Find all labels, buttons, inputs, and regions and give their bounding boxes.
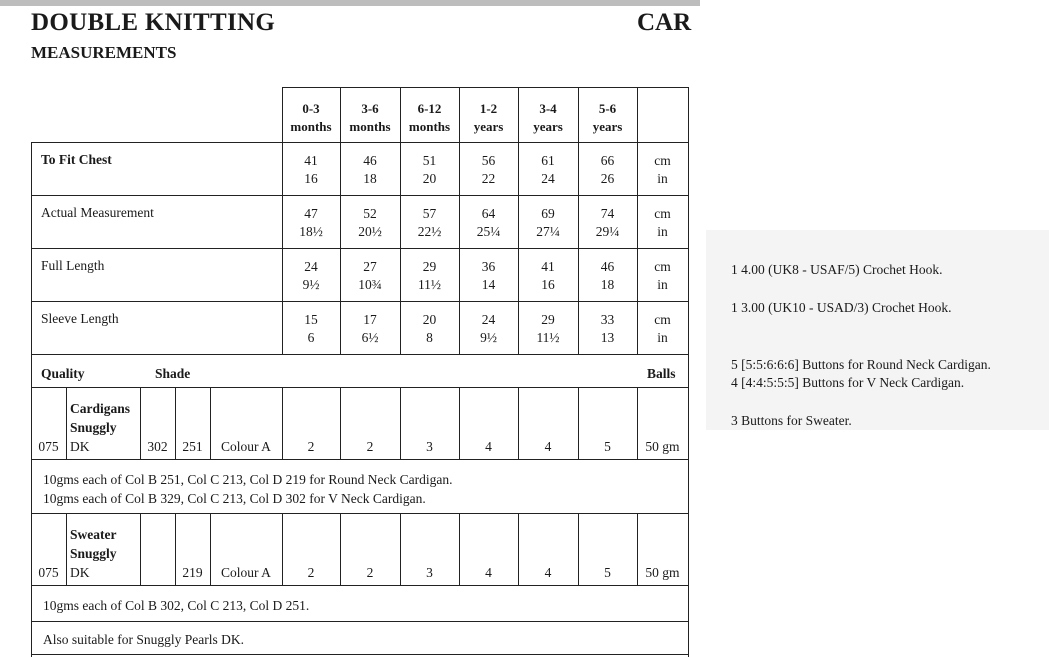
size-header [578,98,637,138]
measurement-value-bottom: 20½ [358,224,382,239]
ball-count: 5 [604,565,611,580]
ball-count: 4 [544,439,552,454]
table-rule [31,354,688,355]
ball-count: 4 [485,565,492,580]
measurement-value-top: 56 [481,153,496,168]
measurement-value [459,150,518,190]
measurement-value-top: 66 [600,153,615,168]
size-header-bottom: months [290,119,332,134]
measurement-label: Sleeve Length [41,311,119,326]
measurement-value [518,309,578,349]
table-rule [688,142,689,354]
size-header [282,98,340,138]
measurement-value [282,203,340,243]
yarn-name [70,525,117,582]
size-header-top: 1-2 [479,101,498,116]
measurement-value-top: 24 [304,259,318,274]
shade-number: 251 [182,439,203,454]
measurement-value [340,203,400,243]
measurement-value-bottom: 13 [600,330,615,345]
measurement-value-bottom: 6 [307,330,315,345]
measurement-value-bottom: 18 [600,277,615,292]
table-rule [31,142,32,354]
table-rule [31,654,688,655]
measurement-unit-top: cm [654,312,671,327]
measurement-unit-top: cm [654,153,671,168]
table-rule [688,387,689,459]
measurement-unit-top: cm [654,259,671,274]
measurement-unit [637,203,688,243]
measurement-value-bottom: 25¼ [476,224,501,239]
table-rule [578,142,579,354]
size-header-bottom: months [408,119,451,134]
measurement-value-top: 20 [422,312,437,327]
measurement-value-top: 17 [363,312,377,327]
shade-number: 302 [147,439,168,454]
page-title: DOUBLE KNITTING [31,9,276,36]
colour-note: 10gms each of Col B 251, Col C 213, Col D 219 for Round Neck Cardigan. [43,472,453,487]
measurement-value-bottom: 22½ [417,224,442,239]
measurement-value-top: 24 [481,312,496,327]
measurement-value-top: 57 [422,206,437,221]
measurement-value-top: 29 [541,312,555,327]
top-rule [0,0,700,6]
measurement-unit [637,309,688,349]
measurement-value-top: 51 [422,153,437,168]
size-header-bottom: years [473,119,504,134]
measurement-value [400,256,459,296]
table-rule [31,301,688,302]
measurement-value [459,309,518,349]
measurement-value-bottom: 9½ [480,330,497,345]
table-rule [31,621,688,622]
table-rule [688,87,689,142]
measurement-value [282,309,340,349]
measurement-value-top: 64 [481,206,496,221]
measurement-value-top: 52 [363,206,377,221]
yarn-name-line: DK [70,439,90,454]
table-rule [282,87,688,88]
size-header [340,98,400,138]
measurement-value-top: 29 [422,259,437,274]
ball-weight: 50 gm [645,439,680,454]
measurement-value-bottom: 18½ [299,224,323,239]
measurement-unit-bottom: in [657,171,668,186]
table-rule [66,387,67,459]
measurement-value-top: 36 [481,259,496,274]
measurement-value-top: 33 [600,312,615,327]
measurement-value-top: 41 [541,259,555,274]
measurement-value-bottom: 16 [304,171,318,186]
yarn-name-line: Sweater [70,527,117,542]
table-rule [459,142,460,354]
size-header-bottom: months [349,119,391,134]
size-header-top: 3-6 [361,101,379,116]
measurement-value [578,203,637,243]
ball-count: 2 [307,565,315,580]
measurement-unit [637,256,688,296]
measurement-value [459,256,518,296]
size-header [518,98,578,138]
measurement-unit-bottom: in [657,277,668,292]
ball-weight: 50 gm [645,565,680,580]
ball-count: 4 [485,439,492,454]
materials-panel [706,230,1049,430]
ball-count: 3 [426,565,433,580]
table-rule [518,142,519,354]
ball-count: 3 [426,439,433,454]
ball-count: 2 [366,565,374,580]
measurement-unit-top: cm [654,206,671,221]
materials-item: 3 Buttons for Sweater. [731,413,852,428]
measurement-value-bottom: 20 [422,171,437,186]
measurement-value-bottom: 10¾ [358,277,382,292]
measurement-value-bottom: 26 [600,171,615,186]
table-rule [637,87,638,142]
measurement-value-top: 15 [304,312,318,327]
colour-note: 10gms each of Col B 329, Col C 213, Col D 302 for V Neck Cardigan. [43,491,426,506]
size-header-top: 0-3 [302,101,320,116]
measurement-value-top: 74 [600,206,615,221]
measurement-value [282,256,340,296]
measurement-value-top: 27 [363,259,377,274]
balls-label: Balls [647,366,676,381]
colour-notes [43,596,309,615]
yarn-name-line: Snuggly [70,420,117,435]
measurement-value [340,150,400,190]
size-header-bottom: years [592,119,623,134]
yarn-name [70,399,130,456]
size-header-top: 3-4 [539,101,557,116]
measurement-label: To Fit Chest [41,152,112,167]
measurement-value-bottom: 29¼ [595,224,620,239]
measurement-value [459,203,518,243]
measurement-value [518,256,578,296]
measurement-value-bottom: 11½ [536,330,560,345]
table-rule [282,142,283,354]
measurement-value [340,256,400,296]
colour-notes [43,470,452,508]
shade-label: Shade [155,366,191,381]
quality-label: Quality [41,366,85,381]
shade-number: 219 [182,565,203,580]
measurement-value-top: 69 [541,206,555,221]
section-title: MEASUREMENTS [31,43,177,62]
measurement-value-top: 46 [363,153,377,168]
measurement-value [578,309,637,349]
table-rule [31,354,32,657]
measurement-value-top: 47 [304,206,318,221]
measurement-value-top: 41 [304,153,318,168]
measurement-label: Actual Measurement [41,205,154,220]
measurement-value-bottom: 14 [481,277,496,292]
measurement-value [578,150,637,190]
measurement-value-top: 61 [541,153,555,168]
materials-item: 1 4.00 (UK8 - USAF/5) Crochet Hook. [731,262,943,277]
ball-count: 5 [604,439,611,454]
table-rule [31,142,688,143]
yarn-code: 075 [38,565,59,580]
truncated-heading: CAR [637,9,692,36]
size-header [459,98,518,138]
table-rule [637,142,638,354]
measurement-value [518,203,578,243]
measurement-value-bottom: 16 [541,277,555,292]
measurement-unit-bottom: in [657,224,668,239]
measurement-value-bottom: 11½ [417,277,442,292]
shade-number [140,563,175,583]
measurement-value-bottom: 9½ [302,277,320,292]
table-rule [688,513,689,585]
table-rule [31,387,688,388]
table-rule [31,585,688,586]
measurement-value-bottom: 6½ [361,330,379,345]
colour-label: Colour A [221,439,271,454]
measurement-value [518,150,578,190]
table-rule [31,513,688,514]
measurement-value-bottom: 27¼ [536,224,560,239]
materials-item: 5 [5:5:6:6:6] Buttons for Round Neck Cardigan. [731,357,991,372]
footer-note: Also suitable for Snuggly Pearls DK. [43,632,244,647]
measurement-value [340,309,400,349]
table-rule [31,195,688,196]
table-rule [66,513,67,585]
table-rule [31,459,688,460]
yarn-name-line: DK [70,565,90,580]
size-header-top: 6-12 [417,101,442,116]
measurement-value [400,150,459,190]
measurement-unit [637,150,688,190]
measurement-value-top: 46 [600,259,615,274]
table-rule [340,142,341,354]
measurement-value-bottom: 22 [481,171,496,186]
yarn-code: 075 [38,439,59,454]
ball-count: 2 [307,439,315,454]
ball-count: 2 [366,439,374,454]
colour-note: 10gms each of Col B 302, Col C 213, Col D 251. [43,598,310,613]
colour-label: Colour A [221,565,271,580]
materials-item: 4 [4:4:5:5:5] Buttons for V Neck Cardigan. [731,375,965,390]
measurement-value [400,203,459,243]
measurement-value [578,256,637,296]
yarn-name-line: Snuggly [70,546,117,561]
measurement-unit-bottom: in [657,330,668,345]
measurement-value-bottom: 24 [541,171,555,186]
table-rule [31,248,688,249]
materials-item: 1 3.00 (UK10 - USAD/3) Crochet Hook. [731,300,952,315]
yarn-name-line: Cardigans [70,401,131,416]
measurement-label: Full Length [41,258,105,273]
measurement-value [400,309,459,349]
measurement-value-bottom: 18 [363,171,377,186]
size-header [400,98,459,138]
size-header-bottom: years [533,119,563,134]
size-header-top: 5-6 [598,101,617,116]
measurement-value-bottom: 8 [426,330,433,345]
ball-count: 4 [544,565,552,580]
measurement-value [282,150,340,190]
table-rule [400,142,401,354]
